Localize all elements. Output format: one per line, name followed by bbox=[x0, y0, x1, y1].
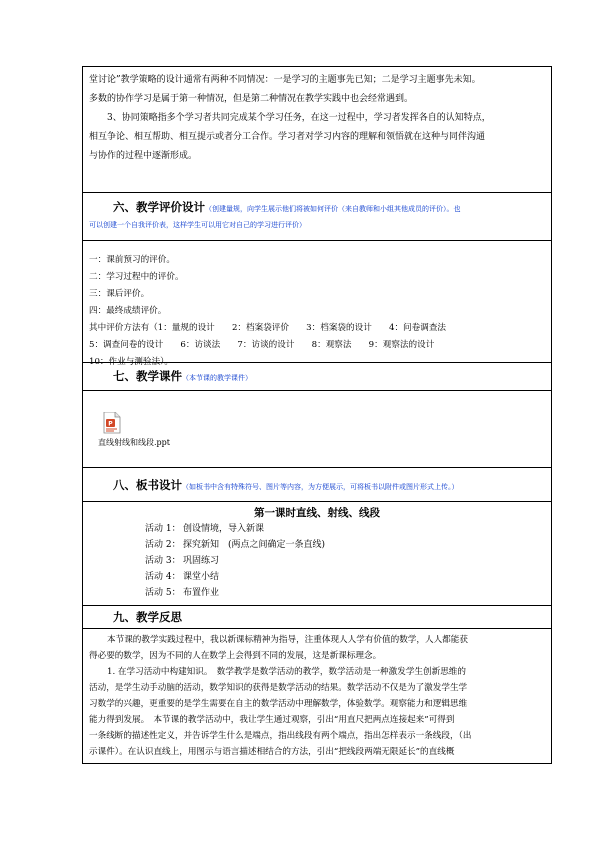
activity-text: 课堂小结 bbox=[183, 572, 220, 582]
board-note: （如板书中含有特殊符号、图片等内容，为方便展示，可将板书以附件或图片形式上传。） bbox=[182, 483, 459, 491]
intro-line-1: 堂讨论”教学策略的设计通常有两种不同情况：一是学习的主题事先已知；二是学习主题事先未知。 bbox=[89, 75, 481, 85]
reflection-line: 一条线断的描述性定义，并告诉学生什么是端点，指出线段有两个端点，指出怎样表示一条线段，（出 bbox=[89, 731, 472, 741]
ppt-file-icon[interactable] bbox=[103, 412, 121, 434]
evaluation-methods-2: 5：调查问卷的设计 6：访谈法 7：访谈的设计 8：观察法 9：观察法的设计 bbox=[89, 340, 435, 350]
activity-key: 活动 4： bbox=[145, 572, 181, 582]
evaluation-body bbox=[83, 241, 551, 367]
evaluation-note-1: （创建量规，向学生展示他们将被如何评价（来自教师和小组其他成员的评价）。也 bbox=[205, 205, 461, 213]
evaluation-title: 六、教学评价设计 bbox=[113, 200, 205, 214]
reflection-line: 习数学的兴趣，更重要的是学生需要在自主的数学活动中理解数学，体验数学。观察能力和逻辑思维 bbox=[89, 699, 468, 709]
courseware-heading bbox=[113, 368, 545, 386]
reflection-line: 1. 在学习活动中构建知识。 数学教学是数学活动的教学，数学活动是一种激发学生创新思维的 bbox=[107, 667, 466, 677]
svg-text:P: P bbox=[108, 420, 113, 428]
activity-key: 活动 1： bbox=[145, 524, 181, 534]
evaluation-heading bbox=[113, 199, 545, 217]
evaluation-heading-cont bbox=[89, 217, 545, 231]
lesson-plan-page bbox=[82, 66, 552, 764]
reflection-line: 活动，是学生动手动脑的活动，数学知识的获得是数学活动的结果。数学活动不仅是为了激发学生学 bbox=[89, 683, 468, 693]
reflection-header bbox=[83, 606, 551, 629]
board-heading bbox=[113, 477, 545, 495]
board-activities bbox=[89, 521, 545, 601]
activity-item bbox=[145, 521, 545, 537]
teaching-strategy-section bbox=[83, 67, 551, 193]
strategy-3-line-2: 相互争论、相互帮助、相互提示或者分工合作。学习者对学习内容的理解和领悟就在这种与同伴沟通 bbox=[89, 132, 486, 142]
evaluation-methods-1: 其中评价方法有（1：量规的设计 2：档案袋评价 3：档案袋的设计 4：问卷调查法 bbox=[89, 323, 447, 333]
evaluation-item: 三：课后评价。 bbox=[89, 289, 150, 299]
activity-key: 活动 5： bbox=[145, 588, 181, 598]
strategy-3-line-1: 3、协同策略指多个学习者共同完成某个学习任务，在这一过程中，学习者发挥各自的认知特点， bbox=[107, 113, 491, 123]
activity-item bbox=[145, 585, 545, 601]
evaluation-item: 四：最终成绩评价。 bbox=[89, 306, 167, 316]
courseware-title: 七、教学课件 bbox=[113, 369, 182, 383]
reflection-line: 能力得到发展。 本节课的教学活动中，我让学生通过观察，引出“用直尺把两点连接起来”可得到 bbox=[89, 715, 455, 725]
activity-item bbox=[145, 569, 545, 585]
board-title: 第一课时直线、射线、线段 bbox=[254, 507, 380, 519]
strategy-3-line-3: 与协作的过程中逐渐形成。 bbox=[89, 151, 198, 161]
board-header bbox=[83, 468, 551, 502]
evaluation-note-2: 可以创建一个自我评价表，这样学生可以用它对自己的学习进行评价） bbox=[89, 221, 306, 229]
intro-line-2: 多数的协作学习是属于第一种情况，但是第二种情况在教学实践中也会经常遇到。 bbox=[89, 94, 414, 104]
lesson-plan-table bbox=[82, 66, 552, 764]
activity-text: 创设情境，导入新课 bbox=[183, 524, 265, 534]
activity-key: 活动 2： bbox=[145, 540, 181, 550]
evaluation-header bbox=[83, 193, 551, 241]
reflection-title: 九、教学反思 bbox=[113, 610, 182, 624]
activity-key: 活动 3： bbox=[145, 556, 181, 566]
activity-item bbox=[145, 553, 545, 569]
activity-text: 巩固练习 bbox=[183, 556, 220, 566]
reflection-line: 得必要的数学，因为不同的人在数学上会得到不同的发展，这是新课标理念。 bbox=[89, 651, 382, 661]
courseware-body bbox=[83, 391, 551, 468]
activity-text: 布置作业 bbox=[183, 588, 220, 598]
courseware-header bbox=[83, 363, 551, 391]
evaluation-item: 二：学习过程中的评价。 bbox=[89, 272, 184, 282]
reflection-line: 本节课的教学实践过程中，我以新课标精神为指导，注重体现人人学有价值的数学，人人都能获 bbox=[107, 635, 468, 645]
board-section-title: 八、板书设计 bbox=[113, 478, 182, 492]
reflection-line: 示课件）。在认识直线上，用图示与语言描述相结合的方法，引出“把线段两端无限延长”的直线概 bbox=[89, 747, 455, 757]
activity-item bbox=[145, 537, 545, 553]
board-body bbox=[83, 502, 551, 606]
courseware-note: （本节课的教学课件） bbox=[182, 374, 252, 382]
activity-text: 探究新知 (两点之间确定一条直线) bbox=[183, 540, 326, 550]
reflection-body bbox=[83, 629, 551, 763]
evaluation-item: 一：课前预习的评价。 bbox=[89, 255, 175, 265]
courseware-file-name[interactable]: 直线射线和线段.ppt bbox=[98, 438, 170, 447]
evaluation-methods-3: 10：作业与测验法）。 bbox=[89, 357, 173, 367]
